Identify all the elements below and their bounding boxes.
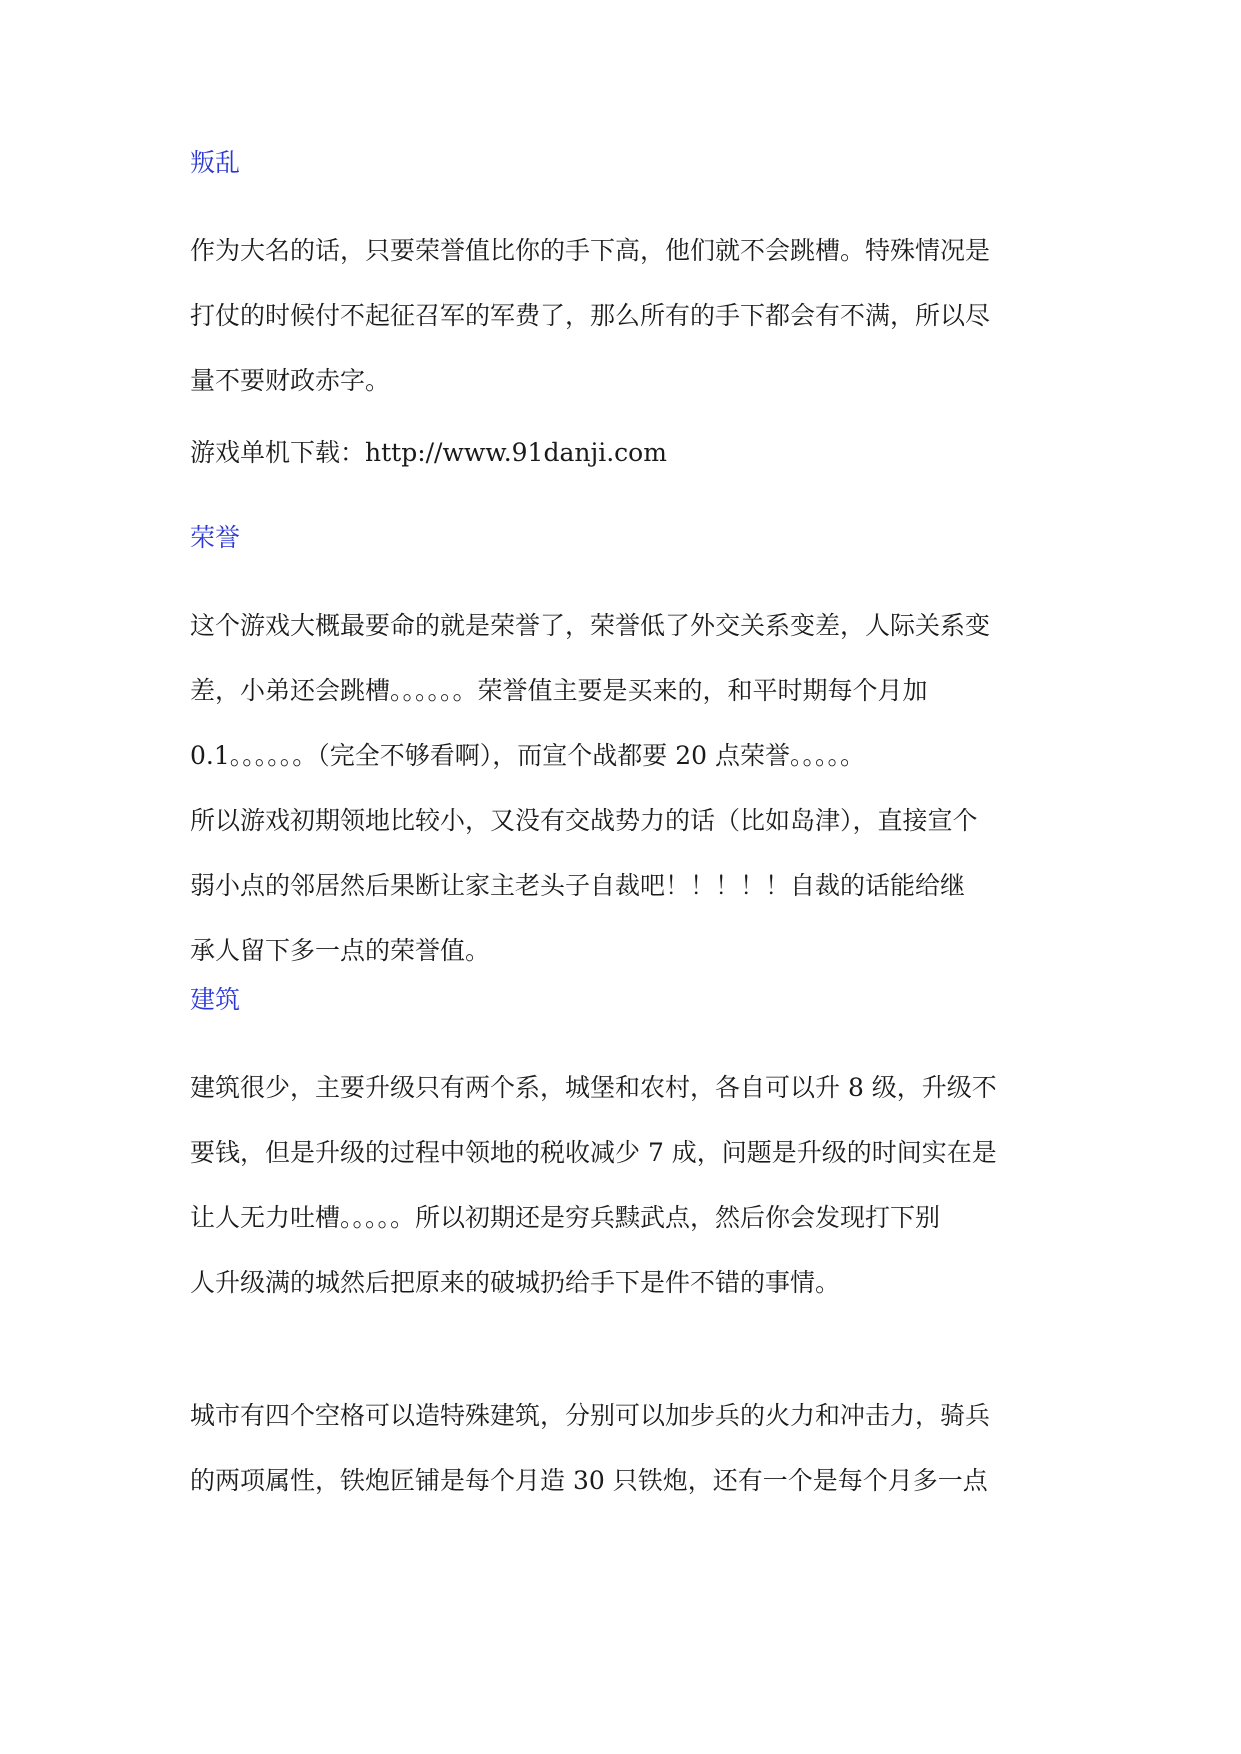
paragraph-line: 承人留下多一点的荣誉值。 [190,936,491,965]
paragraph [190,1055,1070,1315]
paragraph-line: 打仗的时候付不起征召军的军费了，那么所有的手下都会有不满，所以尽 [190,301,991,330]
paragraph-line: 建筑很少，主要升级只有两个系，城堡和农村，各自可以升 8 级，升级不 [190,1073,997,1102]
paragraph-line: 弱小点的邻居然后果断让家主老头子自裁吧！！！！！自裁的话能给继 [190,871,966,900]
paragraph-line: 所以游戏初期领地比较小，又没有交战势力的话（比如岛津），直接宣个 [190,806,978,835]
paragraph [190,593,1070,983]
paragraph-line: 差，小弟还会跳槽。。。。。。荣誉值主要是买来的，和平时期每个月加 [190,676,928,705]
paragraph [190,218,1070,413]
paragraph-line: 让人无力吐槽。。。。。所以初期还是穷兵黩武点，然后你会发现打下别 [190,1203,941,1232]
paragraph-line: 人升级满的城然后把原来的破城扔给手下是件不错的事情。 [190,1268,841,1297]
paragraph-line: 城市有四个空格可以造特殊建筑，分别可以加步兵的火力和冲击力，骑兵 [190,1401,991,1430]
download-link-line[interactable]: 游戏单机下载：http://www.91danji.com [190,438,667,467]
section-heading-buildings: 建筑 [190,985,241,1014]
section-heading-rebellion: 叛乱 [190,148,241,177]
paragraph-line: 0.1。。。。。。（完全不够看啊），而宣个战都要 20 点荣誉。。。。。 [190,741,865,770]
paragraph-line: 量不要财政赤字。 [190,366,391,395]
paragraph-line: 的两项属性，铁炮匠铺是每个月造 30 只铁炮，还有一个是每个月多一点 [190,1466,988,1495]
paragraph [190,1383,1070,1513]
paragraph-line: 这个游戏大概最要命的就是荣誉了，荣誉低了外交关系变差，人际关系变 [190,611,991,640]
paragraph-line: 要钱，但是升级的过程中领地的税收减少 7 成，问题是升级的时间实在是 [190,1138,997,1167]
paragraph-line: 作为大名的话，只要荣誉值比你的手下高，他们就不会跳槽。特殊情况是 [190,236,991,265]
section-heading-honor: 荣誉 [190,523,241,552]
download-paragraph [190,420,1070,485]
